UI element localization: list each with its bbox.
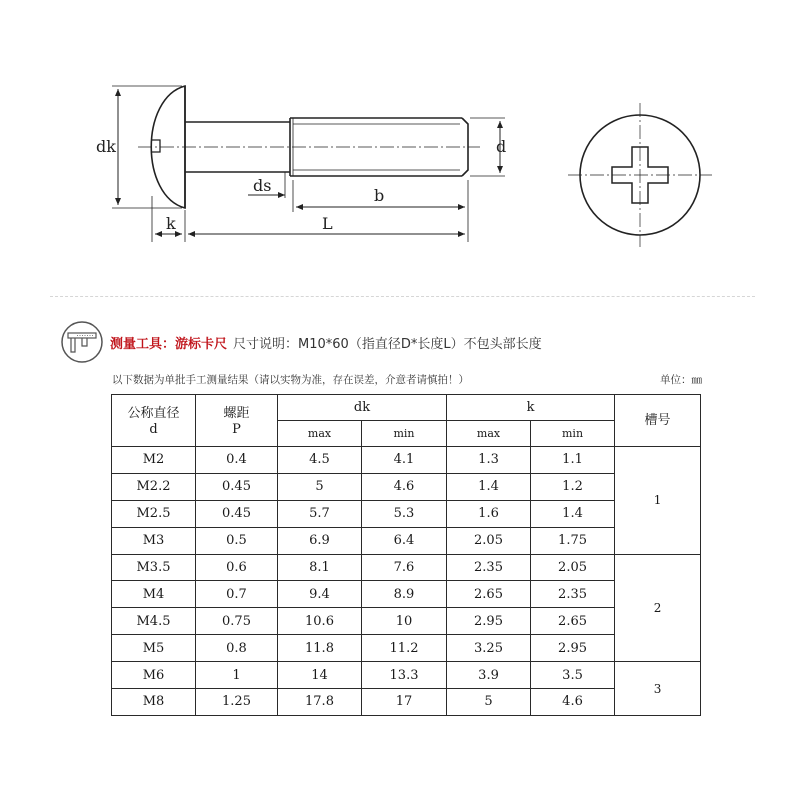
spec-table-body: [112, 447, 701, 716]
cell-dk-min: 6.4: [362, 527, 447, 554]
cell-k-max: 2.65: [447, 581, 531, 608]
header-diameter-sym: d: [149, 421, 158, 437]
label-dk: dk: [96, 137, 116, 156]
unit-label: 单位：㎜: [660, 374, 702, 386]
header-slot: 槽号: [615, 395, 701, 447]
measure-title-row: [110, 333, 542, 352]
cell-dk-min: 10: [362, 608, 447, 635]
measure-tool-title: 测量工具：游标卡尺: [110, 337, 228, 352]
cell-k-max: 1.4: [447, 473, 531, 500]
cell-dk-min: 4.1: [362, 447, 447, 474]
cell-k-min: 2.65: [531, 608, 615, 635]
cell-dk-max: 17.8: [278, 689, 362, 716]
cell-dk-min: 11.2: [362, 635, 447, 662]
cell-p: 0.45: [196, 500, 278, 527]
table-row: [112, 662, 701, 689]
cell-dk-min: 13.3: [362, 662, 447, 689]
cell-dk-min: 5.3: [362, 500, 447, 527]
screw-technical-drawing: [0, 0, 800, 280]
label-ds: ds: [253, 176, 272, 195]
cell-dk-min: 8.9: [362, 581, 447, 608]
cell-p: 0.7: [196, 581, 278, 608]
header-pitch-cn: 螺距: [223, 405, 250, 421]
cell-k-max: 2.05: [447, 527, 531, 554]
cell-d: M4: [112, 581, 196, 608]
header-pitch-sym: P: [232, 421, 241, 437]
cell-d: M3.5: [112, 554, 196, 581]
cell-p: 1: [196, 662, 278, 689]
cell-dk-max: 5.7: [278, 500, 362, 527]
cell-k-min: 1.1: [531, 447, 615, 474]
cell-p: 0.45: [196, 473, 278, 500]
label-k: k: [166, 214, 176, 233]
cell-k-min: 3.5: [531, 662, 615, 689]
cell-p: 0.4: [196, 447, 278, 474]
header-pitch: [196, 395, 278, 447]
cell-d: M4.5: [112, 608, 196, 635]
cell-k-min: 1.2: [531, 473, 615, 500]
section-divider: [50, 296, 755, 297]
cell-p: 0.75: [196, 608, 278, 635]
cell-dk-max: 10.6: [278, 608, 362, 635]
table-row: [112, 689, 701, 716]
cell-slot: 2: [615, 554, 701, 662]
cell-dk-min: 17: [362, 689, 447, 716]
table-row: [112, 500, 701, 527]
table-row: [112, 581, 701, 608]
table-row: [112, 473, 701, 500]
cell-k-max: 3.9: [447, 662, 531, 689]
cell-k-min: 1.75: [531, 527, 615, 554]
cell-slot: 1: [615, 447, 701, 555]
cell-dk-max: 11.8: [278, 635, 362, 662]
cell-k-max: 1.3: [447, 447, 531, 474]
cell-d: M2.2: [112, 473, 196, 500]
cell-k-max: 5: [447, 689, 531, 716]
cell-d: M5: [112, 635, 196, 662]
label-b: b: [374, 186, 385, 205]
header-diameter: [112, 395, 196, 447]
cell-k-max: 3.25: [447, 635, 531, 662]
cell-dk-max: 6.9: [278, 527, 362, 554]
cell-dk-max: 4.5: [278, 447, 362, 474]
cell-k-min: 2.35: [531, 581, 615, 608]
header-k: k: [447, 395, 615, 421]
cell-k-max: 2.35: [447, 554, 531, 581]
cell-d: M2: [112, 447, 196, 474]
table-row: [112, 608, 701, 635]
cell-slot: 3: [615, 662, 701, 716]
table-row: [112, 635, 701, 662]
cell-dk-min: 4.6: [362, 473, 447, 500]
cell-d: M6: [112, 662, 196, 689]
cell-d: M3: [112, 527, 196, 554]
header-diameter-cn: 公称直径: [127, 405, 180, 421]
table-row: [112, 447, 701, 474]
cell-k-min: 4.6: [531, 689, 615, 716]
cell-k-max: 2.95: [447, 608, 531, 635]
cell-p: 1.25: [196, 689, 278, 716]
cell-dk-max: 5: [278, 473, 362, 500]
header-dk: dk: [278, 395, 447, 421]
header-dk-max: max: [278, 421, 362, 447]
header-dk-min: min: [362, 421, 447, 447]
cell-k-min: 2.95: [531, 635, 615, 662]
cell-p: 0.6: [196, 554, 278, 581]
cell-dk-max: 14: [278, 662, 362, 689]
measurement-note: 以下数据为单批手工测量结果（请以实物为准，存在误差，介意者请慎拍！）: [112, 374, 469, 386]
caliper-icon: [60, 320, 104, 364]
head-slot: [151, 140, 160, 152]
cell-dk-max: 8.1: [278, 554, 362, 581]
spec-table: [111, 394, 701, 716]
size-description: 尺寸说明：M10*60（指直径D*长度L）不包头部长度: [233, 337, 542, 352]
cell-d: M8: [112, 689, 196, 716]
cell-dk-min: 7.6: [362, 554, 447, 581]
table-row: [112, 527, 701, 554]
cell-d: M2.5: [112, 500, 196, 527]
cell-p: 0.5: [196, 527, 278, 554]
label-L: L: [322, 214, 333, 233]
cell-k-min: 1.4: [531, 500, 615, 527]
cell-p: 0.8: [196, 635, 278, 662]
header-k-min: min: [531, 421, 615, 447]
note-row: [112, 372, 702, 387]
header-k-max: max: [447, 421, 531, 447]
cell-dk-max: 9.4: [278, 581, 362, 608]
cell-k-max: 1.6: [447, 500, 531, 527]
table-row: [112, 554, 701, 581]
label-d: d: [496, 137, 507, 156]
cell-k-min: 2.05: [531, 554, 615, 581]
